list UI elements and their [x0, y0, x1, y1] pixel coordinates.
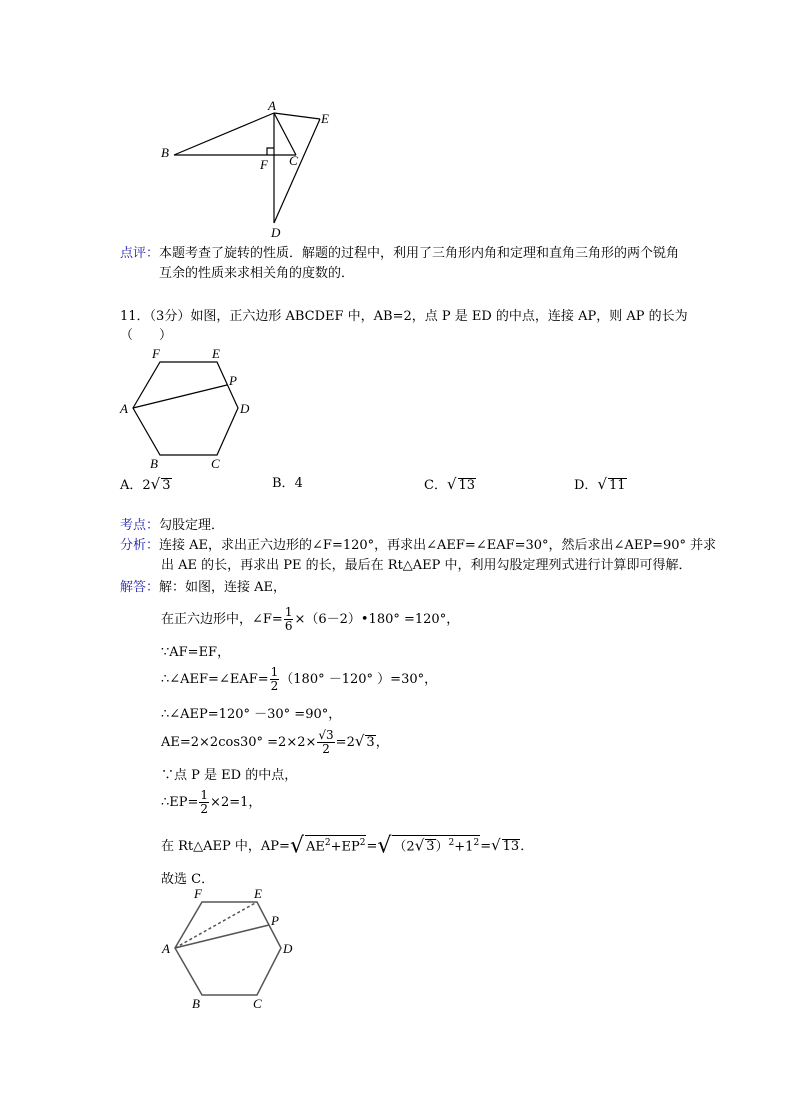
label-b: B	[192, 996, 200, 1011]
label-f: F	[152, 346, 160, 361]
option-d-prefix: D．	[574, 478, 598, 493]
label-f: F	[194, 886, 202, 901]
option-b-prefix: B．	[272, 476, 295, 491]
figure-hexagon	[115, 345, 255, 475]
option-c-radicand: 13	[458, 478, 476, 493]
segment-ap	[175, 925, 269, 948]
label-d: D	[283, 941, 293, 956]
label-a: A	[268, 98, 276, 113]
right-angle-mark	[267, 148, 274, 155]
topic-text: 勾股定理．	[159, 518, 225, 533]
label-b: B	[150, 456, 158, 471]
label-a: A	[120, 401, 128, 416]
label-e: E	[254, 886, 262, 901]
fraction-1-6: $\frac{1}{6}$	[284, 605, 293, 633]
fraction-sqrt3-2: $\frac{√3}{2}$	[318, 728, 334, 756]
step-5: AE=2×2cos30° =2×2× $\frac{√3}{2}$ =2√ 3，	[161, 728, 389, 756]
comment-line1	[120, 246, 679, 262]
step-7: ∴EP= $\frac{1}{2}$ ×2=1，	[161, 788, 262, 816]
label-p: P	[229, 373, 237, 388]
figure-hexagon-solution	[155, 885, 305, 1020]
step-8: 在 Rt△AEP 中，AP=√ $AE^2+EP^2=√$ （2√ $3)^2+1^2=√$ 13．	[161, 833, 534, 859]
answer-line	[120, 580, 286, 596]
label-c: C	[211, 456, 220, 471]
step-1: 在正六边形中，∠F= $\frac{1}{6}$ ×（6－2）•180° =120°，	[161, 605, 460, 633]
label-f: F	[260, 157, 268, 172]
analysis-line1	[120, 538, 716, 554]
option-c-prefix: C．	[424, 478, 447, 493]
comment-text-1: 本题考查了旋转的性质．解题的过程中，利用了三角形内角和定理和直角三角形的两个锐角	[159, 246, 680, 261]
topic-label: 考点：	[120, 518, 160, 533]
step-4: ∴∠AEP=120° －30° =90°，	[161, 707, 342, 722]
option-b[interactable]	[272, 476, 303, 492]
label-e: E	[321, 111, 329, 126]
step-9: 故选 C．	[161, 872, 215, 887]
option-a-radicand: 3	[162, 478, 171, 493]
segment-ac	[274, 113, 296, 155]
comment-label: 点评：	[120, 246, 160, 261]
segment-ae-dashed	[175, 902, 257, 948]
analysis-text-2: 出 AE 的长，再求出 PE 的长，最后在 Rt△AEP 中，利用勾股定理列式进行计算即可得解．	[161, 558, 692, 573]
segment-ba	[174, 113, 274, 155]
segment-ap	[133, 385, 227, 408]
option-d[interactable]: D．√ 11	[574, 475, 626, 493]
question-line1: 11．（3分）如图，正六边形 ABCDEF 中，AB=2，点 P 是 ED 的中点，连接 AP，则 AP 的长为	[120, 309, 688, 324]
comment-text-2: 互余的性质来求相关角的度数的．	[159, 266, 355, 281]
option-b-value: 4	[294, 476, 303, 491]
label-c: C	[253, 996, 262, 1011]
question-line2: （ ）	[120, 328, 173, 343]
segment-ed	[274, 119, 320, 223]
label-p: P	[271, 913, 279, 928]
label-d: D	[271, 225, 281, 240]
step-3: ∴∠AEF=∠EAF= $\frac{1}{2}$ （180° －120° ）=30°，	[161, 665, 438, 693]
option-c[interactable]: C．√ 13	[424, 475, 476, 493]
label-d: D	[240, 401, 250, 416]
fraction-1-2b: $\frac{1}{2}$	[200, 788, 209, 816]
hexagon-abcdef	[175, 902, 281, 995]
hexagon-abcdef	[133, 362, 238, 455]
label-a: A	[162, 941, 170, 956]
option-a[interactable]: A．2√ 3	[120, 475, 171, 493]
option-d-radicand: 11	[609, 478, 626, 493]
option-a-prefix: A．	[120, 478, 143, 493]
fraction-1-2: $\frac{1}{2}$	[270, 665, 279, 693]
step-6: ∵点 P 是 ED 的中点，	[161, 768, 298, 783]
answer-intro: 解：如图，连接 AE，	[159, 580, 287, 595]
answer-label: 解答：	[120, 580, 160, 595]
step-2: ∵AF=EF，	[161, 645, 231, 660]
label-c: C	[289, 153, 298, 168]
label-e: E	[212, 346, 220, 361]
figure-rotation	[150, 95, 340, 245]
label-b: B	[161, 145, 169, 160]
topic-line	[120, 518, 224, 534]
analysis-text-1: 连接 AE，求出正六边形的∠F=120°，再求出∠AEF=∠EAF=30°，然后求出∠AEP=90° 并求	[159, 538, 717, 553]
segment-ae	[274, 113, 320, 119]
analysis-label: 分析：	[120, 538, 160, 553]
